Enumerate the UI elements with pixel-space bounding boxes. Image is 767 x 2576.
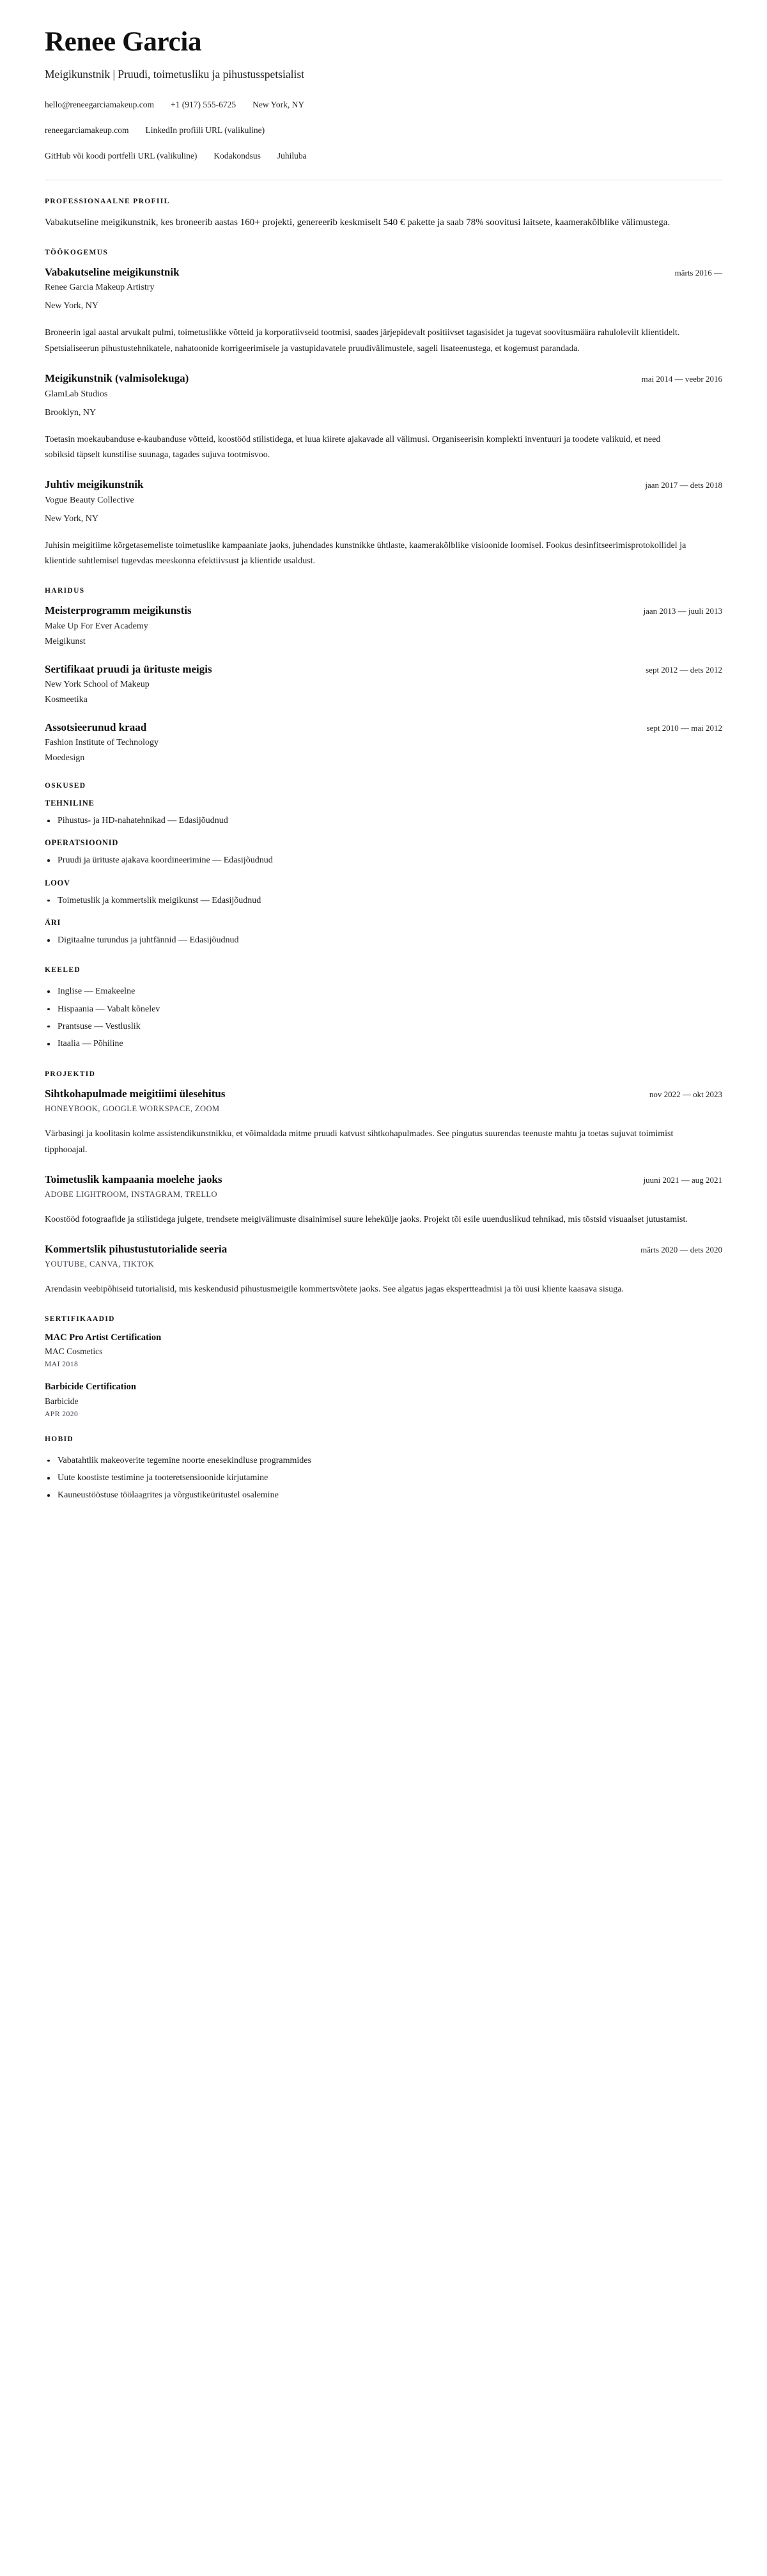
candidate-name: Renee Garcia [45, 27, 202, 57]
skill-group-title: ÄRI [45, 918, 61, 928]
education-school: Fashion Institute of Technology [45, 738, 159, 748]
project-name: Kommertslik pihustustutorialide seeria [45, 1242, 228, 1255]
experience-entry-head [45, 265, 722, 279]
resume-header [45, 27, 722, 180]
project-entry [45, 1242, 722, 1298]
project-tech-stack: ADOBE LIGHTROOM, INSTAGRAM, TRELLO [45, 1189, 217, 1199]
experience-entry [45, 478, 722, 570]
skill-list [45, 892, 722, 909]
experience-location: New York, NY [45, 513, 99, 524]
project-description: Koostööd fotograafide ja stilistidega julgete, trendsete meigivälimuste disainimisel suure lehekülje jaoks. Projekt tõi esile uuenduslikud tehnikad, mis tõstsid visuaalset jutustamist. [45, 1214, 688, 1224]
experience-location: New York, NY [45, 301, 99, 311]
education-field: Moedesign [45, 753, 85, 763]
project-date: märts 2020 — dets 2020 [640, 1244, 722, 1254]
certification-name: MAC Pro Artist Certification [45, 1332, 162, 1343]
experience-role: Juhtiv meigikunstnik [45, 478, 144, 491]
project-entry [45, 1087, 722, 1159]
contact-linkedin[interactable]: LinkedIn profiili URL (valikuline) [145, 125, 265, 135]
project-entry-head [45, 1087, 722, 1100]
experience-entry-head [45, 371, 722, 385]
section-title-skills: OSKUSED [45, 782, 86, 790]
project-entry-head [45, 1242, 722, 1256]
experience-date: jaan 2017 — dets 2018 [645, 480, 722, 490]
section-experience [45, 249, 722, 570]
section-title-education: HARIDUS [45, 587, 85, 595]
contact-row-primary [45, 98, 722, 111]
language-list [45, 983, 722, 1052]
project-tech-stack: YOUTUBE, CANVA, TIKTOK [45, 1259, 155, 1268]
skill-item: Pruudi ja ürituste ajakava koordineerimine — Edasijõudnud [45, 852, 722, 869]
education-entry-head [45, 604, 722, 617]
contact-citizenship: Kodakondsus [213, 151, 261, 161]
education-school: New York School of Makeup [45, 679, 150, 689]
skill-list [45, 852, 722, 869]
section-title-languages: KEELED [45, 966, 81, 974]
section-certifications [45, 1315, 722, 1418]
section-title-projects: PROJEKTID [45, 1070, 96, 1078]
experience-organization: GlamLab Studios [45, 389, 108, 399]
education-field: Meigikunst [45, 636, 86, 646]
experience-description: Toetasin moekaubanduse e-kaubanduse võtteid, koostööd stilistidega, et luua kiirete ajakavade all välimusi. Organiseerisin komplekti inventuuri ja toodete valikuid, et need sobiksid täpselt kunstilise suunaga, tagades sujuva tootmisvoo. [45, 434, 661, 460]
skill-group [45, 878, 722, 909]
language-item: Prantsuse — Vestluslik [45, 1018, 722, 1035]
certification-name: Barbicide Certification [45, 1382, 136, 1393]
skill-list [45, 812, 722, 829]
education-degree: Sertifikaat pruudi ja ürituste meigis [45, 662, 212, 675]
profile-summary-text: Vabakutseline meigikunstnik, kes broneerib aastas 160+ projekti, genereerib keskmiselt 540 € pakette ja saab 78% soovitusi laitsete, kaamerakõlblike välimustega. [45, 217, 670, 228]
language-item: Inglise — Emakeelne [45, 983, 722, 1000]
experience-organization: Renee Garcia Makeup Artistry [45, 283, 155, 293]
contact-phone[interactable]: +1 (917) 555-6725 [170, 99, 236, 109]
education-entry-head [45, 662, 722, 676]
experience-entry [45, 265, 722, 357]
experience-entry [45, 371, 722, 464]
section-hobbies [45, 1435, 722, 1504]
education-entry [45, 662, 722, 706]
experience-date: mai 2014 — veebr 2016 [641, 374, 722, 384]
experience-role: Meigikunstnik (valmisolekuga) [45, 372, 189, 385]
hobby-item: Kauneustööstuse töölaagrites ja võrgustikeüritustel osalemine [45, 1487, 722, 1504]
section-title-hobbies: HOBID [45, 1435, 74, 1443]
section-skills [45, 782, 722, 949]
section-title-experience: TÖÖKOGEMUS [45, 249, 109, 257]
contact-website[interactable]: reneegarciamakeup.com [45, 125, 129, 135]
contact-row-web [45, 124, 722, 137]
contact-github[interactable]: GitHub või koodi portfelli URL (valikuline) [45, 151, 198, 161]
education-entry-head [45, 721, 722, 734]
education-field: Kosmeetika [45, 694, 88, 705]
project-tech-stack: HONEYBOOK, GOOGLE WORKSPACE, ZOOM [45, 1104, 220, 1113]
certification-entry [45, 1332, 722, 1368]
education-date: sept 2010 — mai 2012 [646, 722, 722, 733]
hobby-item: Vabatahtlik makeoverite tegemine noorte enesekindluse programmides [45, 1452, 722, 1469]
project-description: Arendasin veebipõhiseid tutorialisid, mis keskendusid pihustusmeigile kommertsvõtete jaoks. See algatus jagas ekspertteadmisi ja tõi uusi kliente kaasava sisuga. [45, 1284, 624, 1294]
experience-location: Brooklyn, NY [45, 407, 97, 418]
section-title-profile: PROFESSIONAALNE PROFIIL [45, 198, 170, 206]
section-title-certifications: SERTIFIKAADID [45, 1315, 115, 1323]
skill-item: Digitaalne turundus ja juhtfännid — Edasijõudnud [45, 932, 722, 949]
contact-email[interactable]: hello@reneegarciamakeup.com [45, 99, 154, 109]
education-degree: Assotsieerunud kraad [45, 721, 147, 733]
candidate-headline: Meigikunstnik | Pruudi, toimetusliku ja pihustusspetsialist [45, 68, 305, 81]
experience-organization: Vogue Beauty Collective [45, 495, 134, 505]
certification-issuer: MAC Cosmetics [45, 1347, 103, 1357]
project-date: nov 2022 — okt 2023 [649, 1089, 722, 1099]
project-description: Värbasingi ja koolitasin kolme assistendikunstnikku, et võimaldada mitme pruudi katvust sihtkohapulmades. See pingutus suurendas teenuste mahtu ja toetas sujuvat toimimist tipphooajal. [45, 1128, 674, 1155]
contact-location: New York, NY [252, 99, 305, 109]
education-school: Make Up For Ever Academy [45, 621, 148, 631]
certification-entry [45, 1381, 722, 1417]
experience-entry-head [45, 478, 722, 491]
section-languages [45, 966, 722, 1052]
experience-role: Vabakutseline meigikunstnik [45, 266, 180, 279]
skill-group-title: TEHNILINE [45, 799, 95, 808]
education-entry [45, 604, 722, 648]
skill-group [45, 838, 722, 869]
skill-list [45, 932, 722, 949]
hobby-list [45, 1452, 722, 1504]
project-entry-head [45, 1173, 722, 1186]
section-projects [45, 1070, 722, 1298]
experience-date: märts 2016 — [674, 268, 722, 278]
language-item: Itaalia — Põhiline [45, 1035, 722, 1052]
skill-item: Toimetuslik ja kommertslik meigikunst — Edasijõudnud [45, 892, 722, 909]
education-date: sept 2012 — dets 2012 [646, 664, 722, 675]
skill-group [45, 918, 722, 949]
project-name: Toimetuslik kampaania moelehe jaoks [45, 1173, 222, 1185]
experience-description: Juhisin meigitiime kõrgetasemeliste toimetuslike kampaaniate jaoks, juhendades kunstnikke ühtlaste, kaamerakõlblike visioonide loomisel. Fookus desinfitseerimisprotokollidel ja klientide suhtlemisel tugevdas meeskonna efektiivsust ja klientide usaldust. [45, 540, 686, 566]
language-item: Hispaania — Vabalt kõnelev [45, 1001, 722, 1018]
section-profile [45, 198, 722, 231]
skill-group-title: OPERATSIOONID [45, 838, 119, 848]
skill-group [45, 799, 722, 829]
section-education [45, 587, 722, 765]
skill-group-title: LOOV [45, 878, 70, 887]
skill-item: Pihustus- ja HD-nahatehnikad — Edasijõudnud [45, 812, 722, 829]
project-name: Sihtkohapulmade meigitiimi ülesehitus [45, 1087, 226, 1100]
experience-description: Broneerin igal aastal arvukalt pulmi, toimetuslikke võtteid ja korporatiivseid tootmisi, saades järjepidevalt positiivset tagasisidet ja tugevat soovitusmäära rahulolevilt klientidelt. Spetsialiseerun pihustustehnikatele, nahatoonide korrigeerimisele ja vastupidavatele pruudivälimustele, sageli lisateenustega, et kogemust parandada. [45, 328, 680, 354]
education-entry [45, 721, 722, 765]
project-date: juuni 2021 — aug 2021 [643, 1175, 722, 1185]
education-degree: Meisterprogramm meigikunstis [45, 604, 192, 617]
contact-drivers-license: Juhiluba [277, 151, 307, 161]
education-date: jaan 2013 — juuli 2013 [643, 606, 722, 616]
contact-row-extra [45, 150, 722, 162]
certification-date: MAI 2018 [45, 1361, 79, 1369]
certification-issuer: Barbicide [45, 1396, 79, 1406]
hobby-item: Uute koostiste testimine ja tooteretsensioonide kirjutamine [45, 1469, 722, 1487]
certification-date: APR 2020 [45, 1410, 79, 1418]
project-entry [45, 1173, 722, 1228]
